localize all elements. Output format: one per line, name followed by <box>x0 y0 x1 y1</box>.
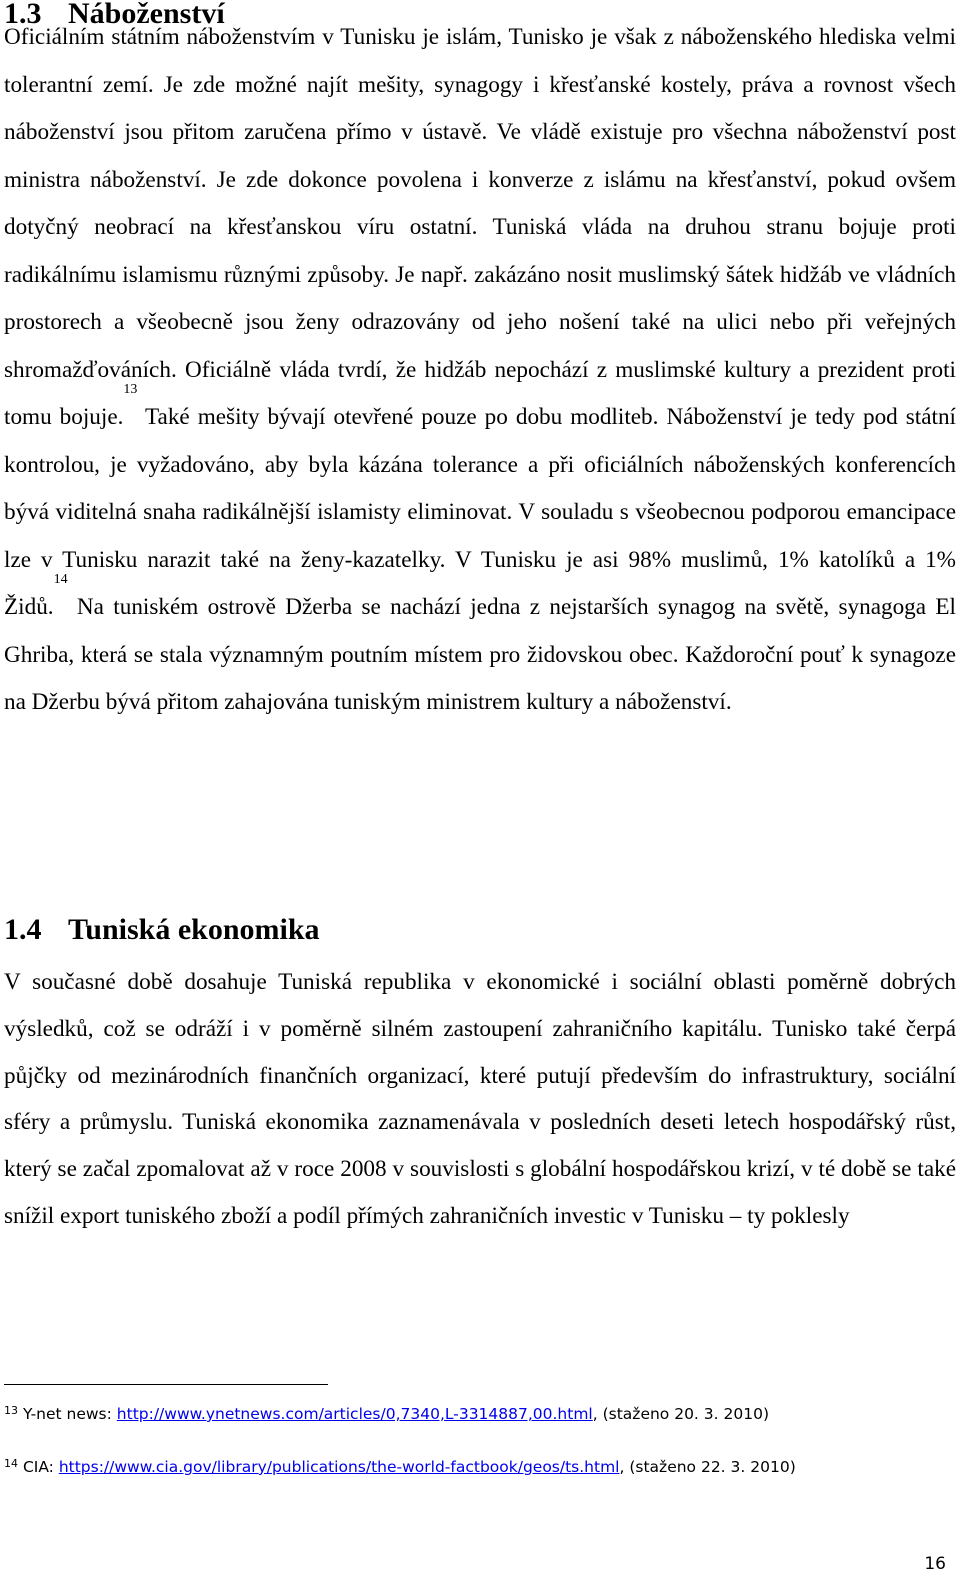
section-number: 1.3 <box>4 0 42 30</box>
footnote-14 <box>4 1452 944 1482</box>
footnote-link[interactable]: http://www.ynetnews.com/articles/0,7340,L-3314887,00.html <box>116 1405 593 1423</box>
page-number: 16 <box>924 1554 946 1574</box>
footnote-date: , (staženo 22. 3. 2010) <box>619 1458 796 1476</box>
footnote-separator <box>4 1384 328 1385</box>
section-title: Tuniská ekonomika <box>68 913 320 946</box>
paragraph-ekonomika: V současné době dosahuje Tuniská republika v ekonomické i sociální oblasti poměrně dobrých výsledků, což se odráží i v poměrně silném zastoupení zahraničního kapitálu. Tunisko také čerpá půjčky od mezinárodních finančních organizací, které putují především do infrastruktury, sociální sféry a průmyslu. Tuniská ekonomika zaznamenávala v posledních deseti letech hospodářský růst, který se začal zpomalovat až v roce 2008 v souvislosti s globální hospodářskou krizí, v té době se také snížil export tuniského zboží a podíl přímých zahraničních investic v Tunisku – ty poklesly <box>4 969 956 1229</box>
paragraph-text: Oficiálním státním náboženstvím v Tunisku je islám, Tunisko je však z náboženského hlediska velmi tolerantní zemí. Je zde možné najít mešity, synagogy i křesťanské kostely, práva a rovnost všech náboženství jsou přitom zaručena přímo v ústavě. Ve vládě existuje pro všechna náboženství post ministra náboženství. Je zde dokonce povolena i konverze z islámu na křesťanství, pokud ovšem dotyčný neobrací na křesťanskou víru ostatní. Tuniská vláda na druhou stranu bojuje proti radikálnímu islamismu různými způsoby. Je např. zakázáno nosit muslimský šátek hidžáb ve vládních prostorech a všeobecně jsou ženy odrazovány od jeho nošení také na ulici nebo při veřejných shromažďováních. Oficiálně vláda tvrdí, že hidžáb nepochází z muslimské kultury a prezident proti tomu bojuje. <box>4 24 956 430</box>
footnote-mark: 14 <box>4 1457 18 1470</box>
footnote-link[interactable]: https://www.cia.gov/library/publications/the-world-factbook/geos/ts.html <box>58 1458 620 1476</box>
footnote-13 <box>4 1399 944 1429</box>
section-number: 1.4 <box>4 913 42 946</box>
section-title: Náboženství <box>68 0 225 30</box>
footnote-ref-14[interactable]: 14 <box>53 572 68 587</box>
footnote-ref-13[interactable]: 13 <box>123 382 138 397</box>
paragraph-text: Na tuniském ostrově Džerba se nachází jedna z nejstarších synagog na světě, synagoga El Ghriba, která se stala významným poutním místem pro židovskou obec. Každoroční pouť k synagoze na Džerbu bývá přitom zahajována tuniským ministrem kultury a náboženství. <box>4 594 956 715</box>
section-heading-1-4 <box>4 913 320 947</box>
paragraph-text: Také mešity bývají otevřené pouze po dobu modliteb. Náboženství je tedy pod státní kontrolou, je vyžadováno, aby byla kázána tolerance a při oficiálních náboženských konferencích bývá viditelná snaha radikálnější islamisty eliminovat. V souladu s všeobecnou podporou emancipace lze v Tunisku narazit také na ženy-kazatelky. V Tunisku je asi 98% muslimů, 1% katolíků a 1% Židů. <box>4 404 956 620</box>
footnote-source: CIA: <box>22 1458 59 1476</box>
footnote-date: , (staženo 20. 3. 2010) <box>592 1405 769 1423</box>
paragraph-nabozenstvi <box>4 14 956 727</box>
footnote-source: Y-net news: <box>22 1405 117 1423</box>
footnote-mark: 13 <box>4 1404 18 1417</box>
